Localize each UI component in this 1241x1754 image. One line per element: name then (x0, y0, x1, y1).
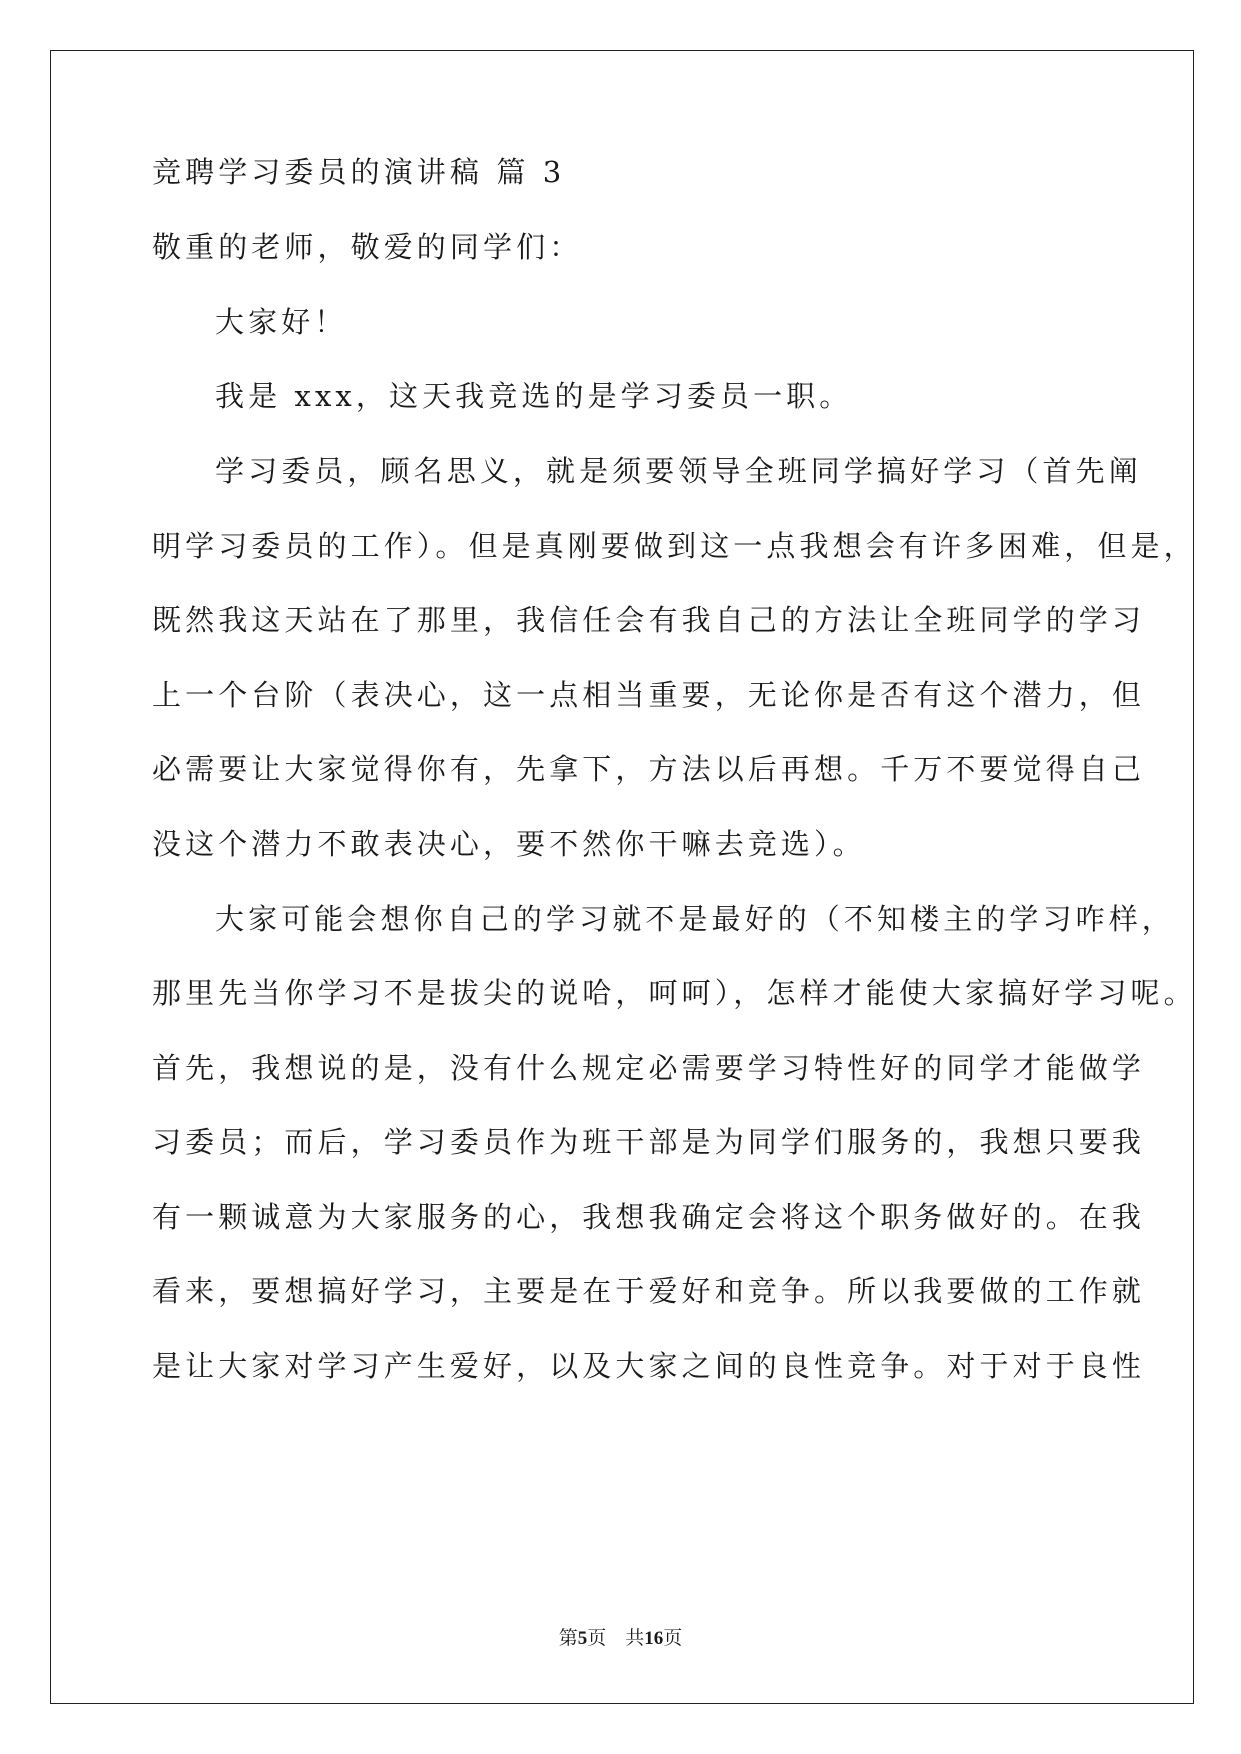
paragraph-line: 习委员；而后，学习委员作为班干部是为同学们服务的，我想只要我 (152, 1125, 1146, 1159)
paragraph-line: 那里先当你学习不是拔尖的说哈，呵呵），怎样才能使大家搞好学习呢。 (152, 976, 1197, 1010)
current-page-number: 5 (577, 1628, 588, 1649)
page-border (50, 50, 1194, 1704)
paragraph-line: 有一颗诚意为大家服务的心，我想我确定会将这个职务做好的。在我 (152, 1200, 1146, 1234)
footer-middle: 页 共 (587, 1627, 645, 1649)
paragraph-line: 看来，要想搞好学习，主要是在于爱好和竞争。所以我要做的工作就 (152, 1274, 1146, 1308)
total-page-count: 16 (644, 1628, 664, 1649)
footer-prefix: 第 (558, 1627, 578, 1649)
paragraph-line: 必需要让大家觉得你有，先拿下，方法以后再想。千万不要觉得自己 (152, 752, 1146, 786)
paragraph-line: 我是 xxx，这天我竞选的是学习委员一职。 (215, 379, 853, 413)
paragraph-line: 是让大家对学习产生爱好，以及大家之间的良性竞争。对于对于良性 (152, 1349, 1146, 1383)
paragraph-line: 大家好！ (215, 305, 348, 339)
footer-suffix: 页 (663, 1627, 683, 1649)
paragraph-line: 既然我这天站在了那里，我信任会有我自己的方法让全班同学的学习 (152, 603, 1146, 637)
paragraph-line: 首先，我想说的是，没有什么规定必需要学习特性好的同学才能做学 (152, 1051, 1146, 1085)
paragraph-line: 上一个台阶（表决心，这一点相当重要，无论你是否有这个潜力，但 (152, 678, 1146, 712)
page-footer (0, 1626, 1241, 1651)
paragraph-line: 大家可能会想你自己的学习就不是最好的（不知楼主的学习咋样， (215, 902, 1175, 936)
paragraph-line: 学习委员，顾名思义，就是须要领导全班同学搞好学习（首先阐 (215, 454, 1142, 488)
paragraph-line: 没这个潜力不敢表决心，要不然你干嘛去竞选）。 (152, 827, 866, 861)
paragraph-line: 明学习委员的工作）。但是真刚要做到这一点我想会有许多困难，但是， (152, 529, 1197, 563)
document-title: 竞聘学习委员的演讲稿 篇 3 (152, 155, 566, 189)
greeting: 敬重的老师，敬爱的同学们： (152, 230, 583, 264)
